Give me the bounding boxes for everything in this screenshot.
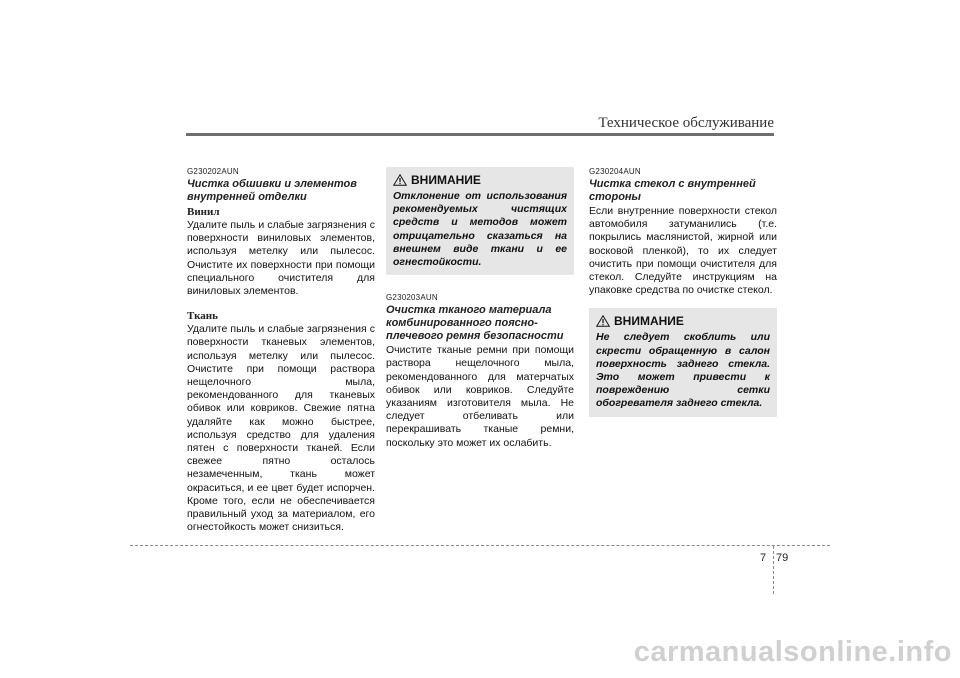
section-subtitle: Очистка тканого материала комбинированного поясно-плечевого ремня безопасности [386,304,564,343]
footer-vertical-divider [773,546,774,594]
glass-paragraph: Если внутренние поверхности стекол автомобиля затуманились (т.е. покрылись маслянистой, жирной или восковой пленкой), то их следует очистить при помощи очистителя для стекол. Следуйте инструкциям на упаковке средства по очистке стекол. [589,205,777,297]
warning-triangle-icon [393,174,407,186]
vinyl-paragraph: Удалите пыль и слабые загрязнения с поверхности виниловых элементов, используя метелку или пылесос. Очистите их поверхности при помощи специального очистителя для виниловых элементов. [187,219,375,298]
middle-column [386,167,574,450]
section-code: G230204AUN [589,167,641,176]
seatbelt-paragraph: Очистите тканые ремни при помощи раствора нещелочного мыла, рекомендованного для матерчатых обивок или ковриков. Следуйте указаниям изготовителя мыла. Не следует отбеливать или перекрашивать тканые ремни, поскольку это может их ослабить. [386,344,574,449]
warning-text: Не следует скоблить или скрести обращенную в салон поверхность заднего стекла. Это может привести к повреждению сетки обогревателя заднего стекла. [596,331,770,410]
fabric-label: Ткань [187,310,218,323]
watermark: carmanualsonline.info [633,636,952,668]
header-divider [186,133,774,136]
warning-text: Отклонение от использования рекомендуемых чистящих средств и методов может отрицательно сказаться на внешнем виде ткани и ее огнестойкости. [393,190,567,269]
page-number: 79 [776,552,789,564]
vinyl-label: Винил [187,206,220,218]
page-header-title: Техническое обслуживание [598,115,774,131]
section-code: G230202AUN [187,167,239,176]
section-code: G230203AUN [386,293,438,303]
left-column [187,167,375,534]
warning-title: ВНИМАНИЕ [411,173,481,187]
warning-triangle-icon [596,315,610,327]
warning-box [386,167,574,275]
warning-title: ВНИМАНИЕ [614,314,684,329]
footer-divider [130,545,830,546]
chapter-number: 7 [760,552,767,564]
warning-box [589,308,777,416]
right-column [589,167,777,417]
section-subtitle: Чистка обшивки и элементов внутренней отделки [187,178,357,203]
section-subtitle: Чистка стекол с внутренней стороны [589,178,756,203]
fabric-paragraph: Удалите пыль и слабые загрязнения с поверхности тканевых элементов, используя метелку или пылесос. Очистите при помощи раствора нещелочного мыла, рекомендованного для тканевых обивок или ковриков. Свежие пятна удаляйте как можно быстрее, используя средство для удаления пятен с поверхности тканей. Если свежее пятно осталось незамеченным, ткань может окраситься, и ее цвет будет испорчен. Кроме того, если не обеспечивается правильный уход за материалом, его огнестойкость может снизиться. [187,323,375,534]
